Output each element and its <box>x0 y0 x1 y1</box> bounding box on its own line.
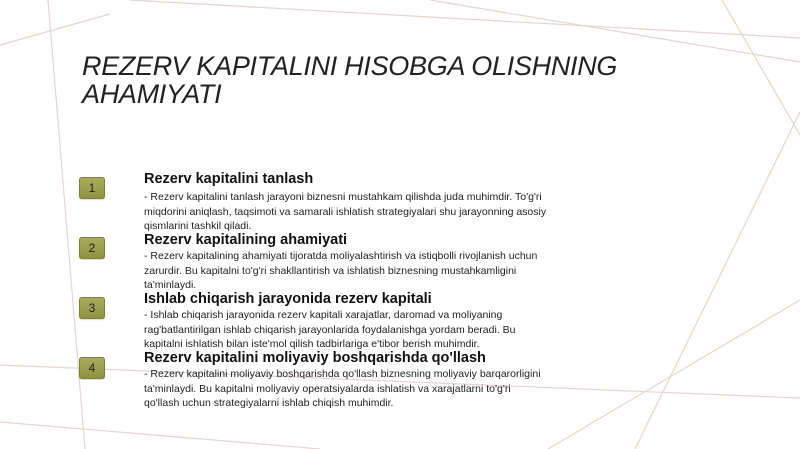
item-heading: Rezerv kapitalini moliyaviy boshqarishda qo'llash <box>144 350 486 366</box>
item-heading: Ishlab chiqarish jarayonida rezerv kapitali <box>144 291 432 307</box>
item-text: - Rezerv kapitalining ahamiyati tijoratda moliyalashtirish va istiqbolli rivojlanish uchun zarurdir. Bu kapitalni to'g'ri shakllantirish va ishlatish biznesning mustahkamligini ta'minlaydi. <box>144 250 538 291</box>
item-text: - Rezerv kapitalini tanlash jarayoni biznesni mustahkam qilishda juda muhimdir. To'g'ri miqdorini aniqlash, taqsimoti va samarali ishlatish strategiyalari shu jarayonning asosiy qismlarini tashkil qiladi. <box>144 191 547 232</box>
item-heading: Rezerv kapitalini tanlash <box>144 171 314 187</box>
item-text: - Ishlab chiqarish jarayonida rezerv kapitali xarajatlar, daromad va moliyaning rag'batlantirilgan ishlab chiqarish jarayonlarida foydalanishga yordam beradi. Bu kapitalni ishlatish bilan iste'mol qilish tadbirlariga e'tibor berish muhimdir. <box>144 309 516 350</box>
number-badge: 3 <box>79 297 105 319</box>
number-badge: 1 <box>79 177 105 199</box>
item-text: - Rezerv kapitalini moliyaviy boshqarishda qo'llash biznesning moliyaviy barqarorligini ta'minlaydi. Bu kapitalni moliyaviy operatsiyalarda ishlatish va xarajatlarni to'g'ri qo'llash uchun strategiyalarni ishlab chiqish muhimdir. <box>144 368 541 409</box>
slide-title: REZERV KAPITALINI HISOBGA OLISHNING AHAMIYATI <box>82 51 618 109</box>
item-heading: Rezerv kapitalining ahamiyati <box>144 232 348 248</box>
number-badge: 4 <box>79 357 105 379</box>
number-badge: 2 <box>79 237 105 259</box>
